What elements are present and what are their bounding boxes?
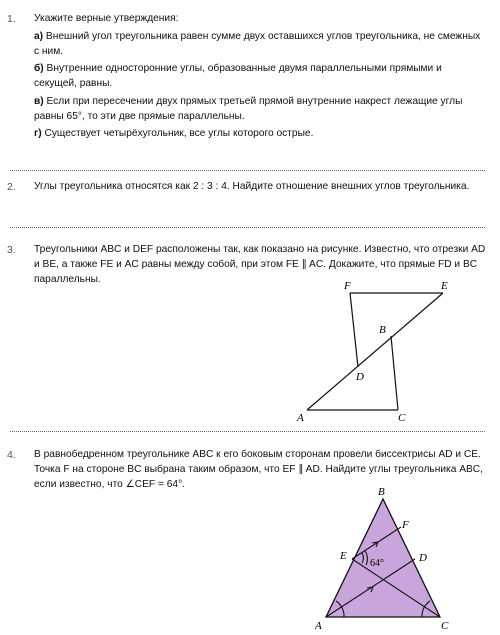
- label-d: D: [356, 371, 364, 383]
- task-text: Углы треугольника относятся как 2 : 3 : 4. Найдите отношение внешних углов треугольника.: [34, 181, 470, 192]
- label-c: C: [398, 412, 406, 424]
- task-text: В равнобедренном треугольнике ABC к его боковым сторонам провели биссектрисы AD и CE. Точка F на стороне BC выбрана таким образом, что EF ∥ AD. Найдите углы треугольника ABC, если известно, что ∠CEF = 64°.: [34, 449, 483, 490]
- task-number: 3.: [7, 244, 16, 256]
- option-text: Если при пересечении двух прямых третьей прямой внутренние накрест лежащие углы равны 65°, то эти две прямые параллельны.: [34, 95, 463, 122]
- label-a: A: [315, 620, 322, 632]
- label-e: E: [340, 550, 347, 562]
- task-number: 4.: [7, 449, 16, 461]
- label-a: A: [297, 412, 304, 424]
- task-number: 2.: [7, 181, 16, 193]
- label-e: E: [441, 280, 448, 292]
- label-f: F: [344, 280, 351, 292]
- option-text: Внутренние односторонние углы, образованные двумя параллельными прямыми и секущей, равны.: [34, 63, 442, 90]
- label-b: B: [378, 486, 385, 498]
- task-title: Укажите верные утверждения:: [34, 13, 179, 24]
- option-label: в): [34, 95, 44, 107]
- label-d: D: [419, 552, 427, 564]
- option-label: б): [34, 63, 44, 75]
- option-text: Внешний угол треугольника равен сумме двух оставшихся углов треугольника, не смежных с ним.: [34, 30, 481, 57]
- label-b: B: [379, 324, 386, 336]
- task-number: 1.: [7, 13, 16, 25]
- option-text: Существует четырёхугольник, все углы которого острые.: [44, 128, 314, 140]
- label-f: F: [402, 519, 409, 531]
- task-text: Треугольники ABC и DEF расположены так, как показано на рисунке. Известно, что отрезки AD и BE, а также FE и AC равны между собой, при этом FE ∥ AC. Докажите, что прямые FD и BC параллельны.: [34, 244, 486, 285]
- label-c: C: [441, 620, 449, 632]
- angle-label: 64°: [370, 558, 384, 569]
- option-label: г): [34, 128, 42, 140]
- option-label: а): [34, 30, 44, 42]
